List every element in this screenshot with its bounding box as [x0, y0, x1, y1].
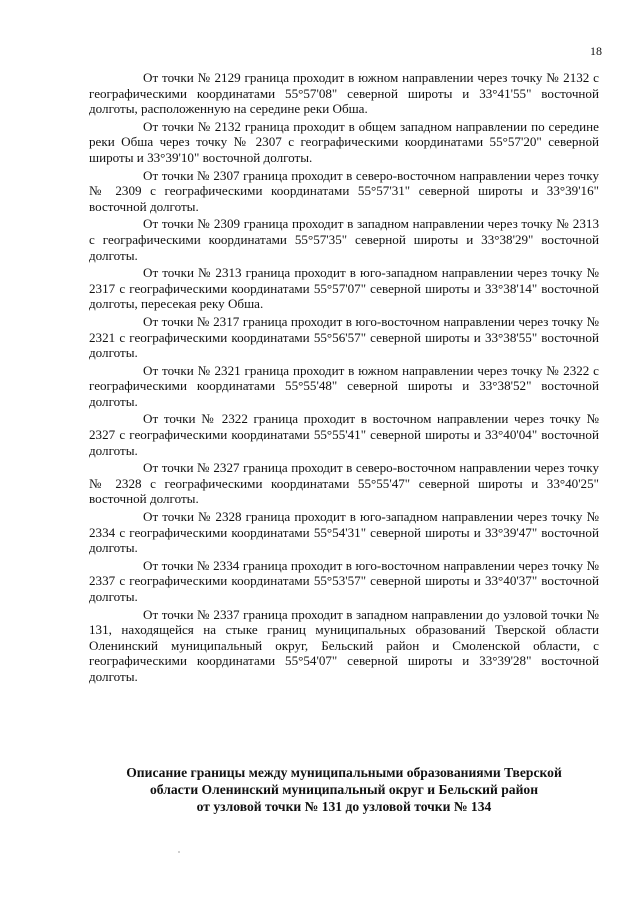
paragraph: От точки № 2337 граница проходит в западном направлении до узловой точки № 131, находящейся на стыке границ муниципальных образований Тверской области Оленинский муниципальный округ, Бельский район и Смоленской области, с географическими координатами 55°54'07" северной широты и 33°39'28" восточной долготы. — [89, 606, 599, 684]
paragraph: От точки № 2313 граница проходит в юго-западном направлении через точку № 2317 с географическими координатами 55°57'07" северной широты и 33°38'14" восточной долготы, пересекая реку Обша. — [89, 265, 599, 312]
paragraph: От точки № 2129 граница проходит в южном направлении через точку № 2132 с географическими координатами 55°57'08" северной широты и 33°41'55" восточной долготы, расположенную на середине реки Обша. — [89, 70, 599, 117]
paragraph: От точки № 2327 граница проходит в северо-восточном направлении через точку № 2328 с географическими координатами 55°55'47" северной широты и 33°40'25" восточной долготы. — [89, 460, 599, 507]
section-heading — [89, 764, 599, 815]
paragraph: От точки № 2321 граница проходит в южном направлении через точку № 2322 с географическими координатами 55°55'48" северной широты и 33°38'52" восточной долготы. — [89, 362, 599, 409]
section-heading-line: Описание границы между муниципальными образованиями Тверской — [126, 765, 562, 780]
paragraph: От точки № 2317 граница проходит в юго-восточном направлении через точку № 2321 с географическими координатами 55°56'57" северной широты и 33°38'55" восточной долготы. — [89, 313, 599, 361]
scan-speck — [178, 851, 180, 853]
paragraph: От точки № 2132 граница проходит в общем западном направлении по середине реки Обша через точку № 2307 с географическими координатами 55°57'20" северной широты и 33°39'10" восточной долготы. — [89, 118, 599, 165]
paragraph: От точки № 2328 граница проходит в юго-западном направлении через точку № 2334 с географическими координатами 55°54'31" северной широты и 33°39'47" восточной долготы. — [89, 509, 599, 556]
paragraph: От точки № 2309 граница проходит в западном направлении через точку № 2313 с географическими координатами 55°57'35" северной широты и 33°38'29" восточной долготы. — [89, 216, 599, 263]
section-heading-line: области Оленинский муниципальный округ и Бельский район — [149, 782, 539, 797]
section-heading-line: от узловой точки № 131 до узловой точки № 134 — [196, 799, 492, 814]
paragraph: От точки № 2334 граница проходит в юго-восточном направлении через точку № 2337 с географическими координатами 55°53'57" северной широты и 33°40'37" восточной долготы. — [89, 557, 599, 604]
paragraph: От точки № 2322 граница проходит в восточном направлении через точку № 2327 с географическими координатами 55°55'41" северной широты и 33°40'04" восточной долготы. — [89, 411, 599, 458]
paragraph: От точки № 2307 граница проходит в северо-восточном направлении через точку № 2309 с географическими координатами 55°57'31" северной широты и 33°39'16" восточной долготы. — [89, 167, 599, 214]
boundary-description — [89, 70, 599, 687]
page-number: 18 — [590, 44, 602, 58]
